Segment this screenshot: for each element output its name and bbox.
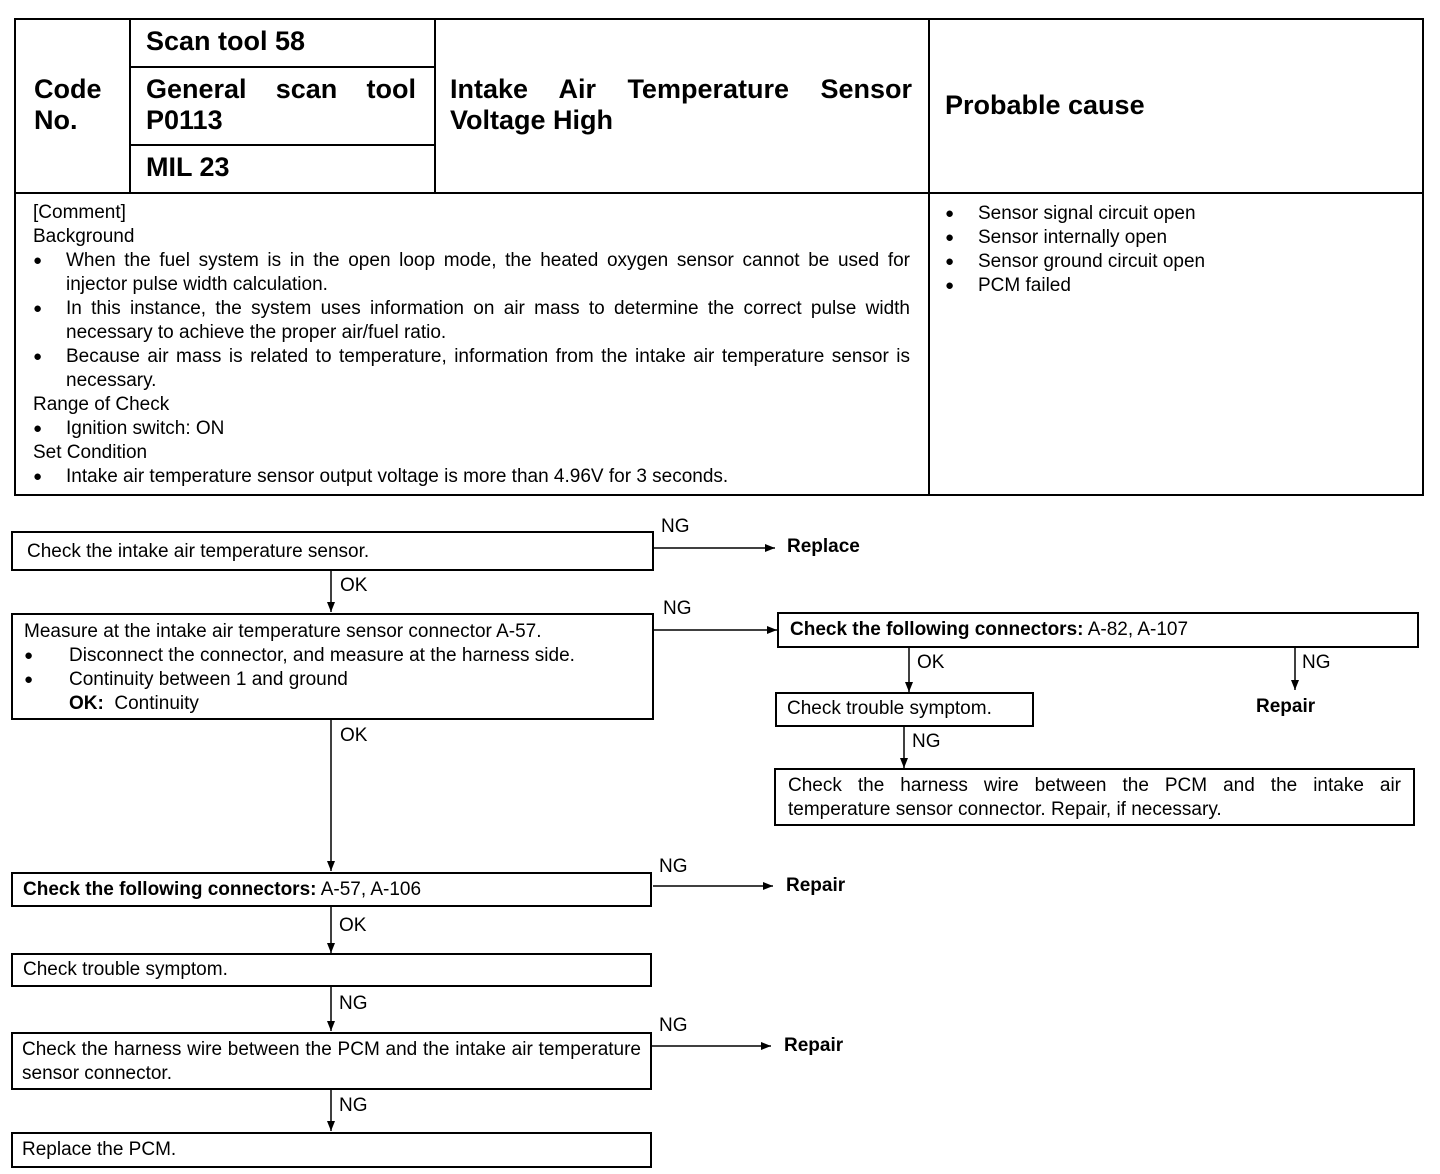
side-trouble-box: [775, 692, 1034, 727]
step2-bullet: ● Continuity between 1 and ground: [24, 668, 641, 692]
step4-box: [11, 953, 652, 987]
step2-ok-label: OK:: [69, 693, 104, 714]
step2-title: Measure at the intake air temperature sensor connector A-57.: [24, 621, 542, 642]
ok-label: OK: [339, 915, 367, 936]
ng-label: NG: [912, 731, 941, 752]
range-of-check-label: Range of Check: [33, 394, 170, 415]
ok-label: OK: [917, 652, 945, 673]
background-label: Background: [33, 226, 135, 247]
repair-action: Repair: [786, 875, 846, 896]
ok-label: OK: [340, 575, 368, 596]
cause-item: ● Sensor internally open: [945, 226, 1405, 250]
step6-box: [11, 1132, 652, 1168]
ng-label: NG: [339, 993, 368, 1014]
cause-item: ● PCM failed: [945, 274, 1405, 298]
step1-text: Check the intake air temperature sensor.: [27, 541, 370, 562]
step2-bullet: ● Disconnect the connector, and measure at the harness side.: [24, 644, 641, 668]
scan-tool-code: Scan tool 58: [146, 26, 306, 56]
set-condition-bullet: ● Intake air temperature sensor output voltage is more than 4.96V for 3 seconds.: [33, 465, 910, 489]
side-connectors-box: [777, 612, 1419, 648]
side-connectors-label: Check the following connectors:: [790, 619, 1084, 640]
background-bullet: ● When the fuel system is in the open loop mode, the heated oxygen sensor cannot be used for injector pulse width calculation.: [33, 249, 910, 297]
set-condition-label: Set Condition: [33, 442, 148, 463]
probable-cause-title: Probable cause: [945, 90, 1145, 120]
ng-label: NG: [661, 516, 690, 537]
step3-list: A-57, A-106: [320, 879, 422, 900]
step3-label: Check the following connectors:: [23, 879, 317, 900]
replace-action: Replace: [787, 536, 860, 557]
code-no-label: Code No.: [34, 74, 102, 135]
ok-label: OK: [340, 725, 368, 746]
side-harness-box: [774, 768, 1415, 826]
ng-label: NG: [659, 856, 688, 877]
mil-code: MIL 23: [146, 152, 230, 182]
side-harness-text: Check the harness wire between the PCM and the intake air temperature sensor connector. Repair, if necessary.: [788, 775, 1401, 820]
background-bullet: ● Because air mass is related to temperature, information from the intake air temperature sensor is necessary.: [33, 345, 910, 393]
step6-text: Replace the PCM.: [22, 1139, 177, 1160]
side-connectors-list: A-82, A-107: [1087, 619, 1189, 640]
repair-action: Repair: [784, 1035, 844, 1056]
step2-ok-value: Continuity: [114, 693, 199, 714]
ng-label: NG: [339, 1095, 368, 1116]
step3-box: [11, 872, 652, 907]
step2-box: [11, 613, 654, 720]
cause-item: ● Sensor ground circuit open: [945, 250, 1405, 274]
dtc-title: Intake Air Temperature Sensor Voltage High: [450, 74, 912, 135]
step2-ok-line: [24, 692, 641, 716]
cause-item: ● Sensor signal circuit open: [945, 202, 1405, 226]
background-bullet: ● In this instance, the system uses information on air mass to determine the correct pulse width necessary to achieve the proper air/fuel ratio.: [33, 297, 910, 345]
ng-label: NG: [663, 598, 692, 619]
comment-label: [Comment]: [33, 202, 126, 223]
step5-box: [11, 1032, 652, 1090]
ng-label: NG: [659, 1015, 688, 1036]
step1-box: [11, 531, 654, 571]
range-bullet: ● Ignition switch: ON: [33, 417, 910, 441]
side-trouble-text: Check trouble symptom.: [787, 698, 992, 719]
step4-text: Check trouble symptom.: [23, 959, 228, 980]
repair-action: Repair: [1256, 696, 1316, 717]
step5-text: Check the harness wire between the PCM and the intake air temperature sensor connector.: [22, 1039, 641, 1084]
general-scan-tool-code: General scan tool P0113: [146, 74, 416, 135]
ng-label: NG: [1302, 652, 1331, 673]
